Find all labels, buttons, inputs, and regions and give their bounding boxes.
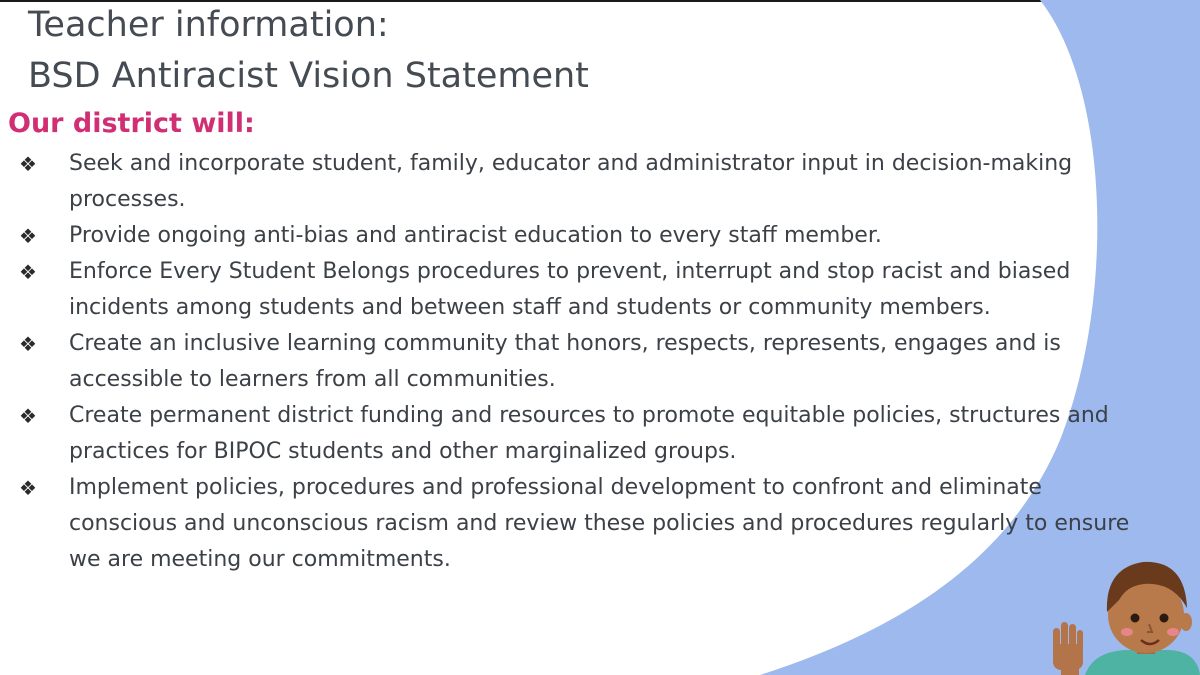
diamond-bullet-icon: ❖ <box>19 224 37 248</box>
list-item <box>0 470 1130 578</box>
list-item-text: Seek and incorporate student, family, educator and administrator input in decision-making processes. <box>69 151 1073 212</box>
list-item-text: Create permanent district funding and resources to promote equitable policies, structures and practices for BIPOC students and other marginalized groups. <box>69 403 1109 464</box>
list-item-text: Provide ongoing anti-bias and antiracist education to every staff member. <box>69 223 882 248</box>
diamond-bullet-icon: ❖ <box>19 476 37 500</box>
waving-child-illustration <box>1035 540 1200 675</box>
list-item <box>0 326 1130 398</box>
title-line-2: BSD Antiracist Vision Statement <box>28 56 589 96</box>
list-item <box>0 398 1130 470</box>
list-item <box>0 254 1130 326</box>
diamond-bullet-icon: ❖ <box>19 404 37 428</box>
vision-list <box>0 146 1130 578</box>
diamond-bullet-icon: ❖ <box>19 260 37 284</box>
list-item-text: Create an inclusive learning community that honors, respects, represents, engages and is accessible to learners from all communities. <box>69 331 1061 392</box>
list-item-text: Implement policies, procedures and professional development to confront and eliminate conscious and unconscious racism and review these policies and procedures regularly to ensure we are meeting our commitments. <box>69 475 1130 572</box>
title-line-1: Teacher information: <box>28 5 389 45</box>
page-title <box>28 0 589 102</box>
diamond-bullet-icon: ❖ <box>19 152 37 176</box>
list-item-text: Enforce Every Student Belongs procedures to prevent, interrupt and stop racist and biased incidents among students and between staff and students or community members. <box>69 259 1071 320</box>
section-subtitle: Our district will: <box>8 108 255 139</box>
diamond-bullet-icon: ❖ <box>19 332 37 356</box>
list-item <box>0 146 1130 218</box>
list-item <box>0 218 1130 254</box>
